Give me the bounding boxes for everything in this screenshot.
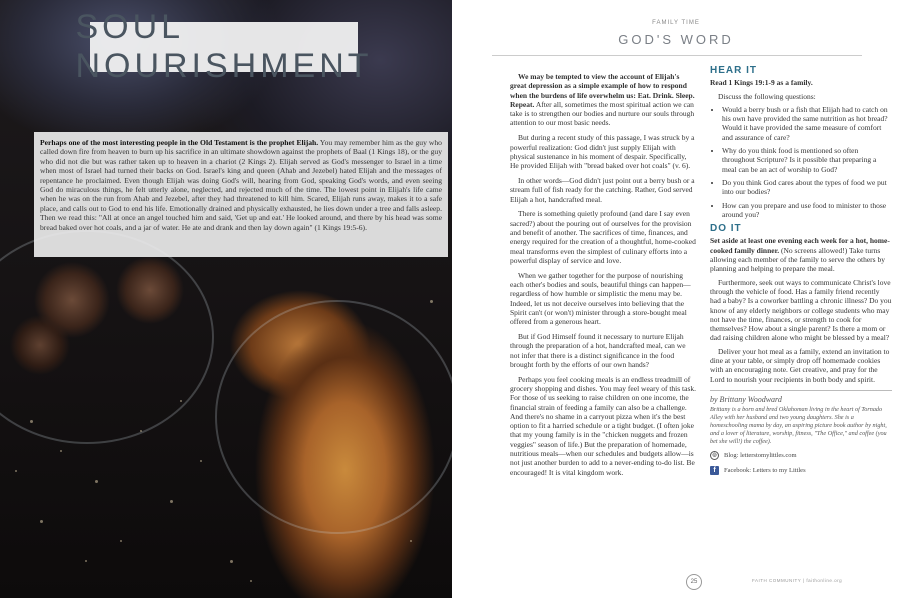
blog-link-text[interactable]: Blog: letterstomylittles.com <box>724 452 797 460</box>
article-paragraph: There is something quietly profound (and dare I say even sacred?) about the pouring out of ourselves for the provision and benefit of another. The sacrifices of time, finances, and energy required for the creation of a thoughtful, home-cooked meal transforms even the simplest of culinary efforts into a powerful display of service and love. <box>510 209 696 265</box>
section-kicker: FAMILY TIME <box>652 20 700 26</box>
hear-it-discuss: Discuss the following questions: <box>718 91 816 101</box>
blog-link[interactable] <box>710 451 892 460</box>
article-paragraph <box>510 72 696 128</box>
section-title: GOD'S WORD <box>618 32 734 47</box>
article-paragraph: In other words—God didn't just point out a berry bush or a stream full of fish ready for the catching. Rather, God served Elijah a hot, handcrafted meal. <box>510 175 695 204</box>
globe-icon: ◎ <box>710 451 719 460</box>
article-lead: We may be tempted to view the account of Elijah's great depression as a simple example of how to respond when the burdens of life overwhelm us: Eat. Drink. Sleep. Repeat. <box>510 72 695 109</box>
author-divider <box>710 390 892 391</box>
article-paragraph: But during a recent study of this passage, I was struck by a powerful realization: God didn't just supply Elijah with physical sustenance in his moment of despair. Specifically, He provided Elijah with "bread baked over hot coals" (v. 6). <box>510 133 695 171</box>
author-byline: by Brittany Woodward <box>710 394 782 404</box>
question-item: • Would a berry bush or a fish that Elijah had to catch on his own have provided the same nutrition as hot bread? Would it have provided the same measure of comfort and assurance of care? <box>722 105 892 142</box>
intro-lead: Perhaps one of the most interesting people in the Old Testament is the prophet Elijah. <box>40 138 319 147</box>
intro-body: You may remember him as the guy who called down fire from heaven to burn up his sacrifice in an ultimate showdown against the prophets of Baal (1 Kings 18), or the guy who did not die but was rather taken up to heaven in a chariot (2 Kings 2). Elijah served as God's messenger to Israel in a time when most of Israel had turned their backs on God. Israel's king and queen (Ahab and Jezebel) hated Elijah and the messages of repentance he proclaimed. Even though Elijah was doing God's will, hearing from God, speaking God's words, and even seeing God do miraculous things, he felt utterly alone, neglected, and rejected much of the time. The lowest point in Elijah's life came when he was on the run from Ahab and Jezebel, after they had threatened to kill him. Scared, Elijah runs away, makes it to a safe place, and calls out to God to end his life. Emotionally drained and physically exhausted, he lies down under a tree and falls asleep. Then we read this: "All at once an angel touched him and said, 'Get up and eat.' He looked around, and there by his head was some bread baked over hot coals, and a jar of water. He ate and drank and then lay down again" (1 Kings 19:5-6). <box>40 138 442 232</box>
article-paragraph: Perhaps you feel cooking meals is an endless treadmill of grocery shopping and dishes. You may feel weary of this task. For those of us seeking to raise children on one income, the financial strain of feeding a family can also be a challenge. And there's no shame in a carryout pizza when it's the best option to fit a harried schedule or a tight budget. (I often joke that my young family is in the "chicken nuggets and frozen veggies" season of life.) But the preparation of homemade, nutritious meals—when our schedules and budgets allow—is not just another burden to add to a never-ending to-do list. Be encouraged! It is vital kingdom work. <box>510 374 697 477</box>
sidebar-column <box>710 66 892 480</box>
article-column <box>510 72 696 482</box>
header-divider <box>492 55 862 56</box>
article-paragraph: But if God Himself found it necessary to nurture Elijah through the preparation of a hot, handcrafted meal, can we not infer that there is a distinct significance in the food brought forth by the efforts of our own hands? <box>510 331 686 369</box>
facebook-link-text[interactable]: Facebook: Letters to my Littles <box>724 466 806 474</box>
page-number: 25 <box>686 574 702 590</box>
question-item: • Do you think God cares about the types of food we put into our bodies? <box>722 178 892 197</box>
author-bio: Brittany is a born and bred Oklahoman living in the heart of Tornado Alley with her husband and two young daughters. She is a homeschooling mama by day, an aspiring picture book author by night, and a lover of literature, worship, fitness, "The Office," and coffee (you bet she will!) the coffee). <box>710 406 887 446</box>
page-title: SOUL NOURISHMENT <box>75 8 373 85</box>
do-it-heading: DO IT <box>710 223 742 235</box>
facebook-icon: f <box>710 466 719 475</box>
article-lead-rest: After all, sometimes the most spiritual action we can take is to strengthen our bodies and nurture our souls through attention to our most basic needs. <box>510 99 695 128</box>
facebook-link[interactable] <box>710 466 892 475</box>
do-it-paragraph: Furthermore, seek out ways to communicate Christ's love through the vehicle of food. Has a family friend recently had a baby? Is a coworker battling a chronic illness? Do you know of any elderly neighbors or college students who may not have the time, finances, or strength to cook for themselves? How about a single parent? Is there a mom or dad raising children alone who might be blessed by a meal? <box>710 277 892 343</box>
page-footer: FAITH COMMUNITY | faithonline.org <box>752 578 843 583</box>
do-it-lead: Set aside at least one evening each week for a hot, home-cooked family dinner. (No screens allowed!) Take turns allowing each member of the family to serve the others by planning and helping to prepare the meal. <box>710 236 890 274</box>
question-list <box>710 105 892 219</box>
question-item: • How can you prepare and use food to minister to those around you? <box>722 201 892 220</box>
question-item: • Why do you think food is mentioned so often throughout Scripture? Is it possible that preparing a meal can be an act of worship to God? <box>722 146 892 174</box>
hear-it-heading: HEAR IT <box>710 65 757 76</box>
intro-text-box <box>34 132 448 257</box>
title-box <box>75 8 373 85</box>
text-page <box>452 0 900 598</box>
do-it-paragraph: Deliver your hot meal as a family, extend an invitation to dine at your table, or simply drop off homemade cookies with an encouraging note. Get creative, and pray for the Lord to nourish your recipients in both body and spirit. <box>710 346 890 384</box>
plate-rim <box>215 300 452 534</box>
plate-rim <box>0 230 214 444</box>
hear-it-read: Read 1 Kings 19:1-9 as a family. <box>710 78 813 88</box>
article-paragraph: When we gather together for the purpose of nourishing each other's bodies and souls, beautiful things can happen—regardless of how humble or simplistic the menu may be. Indeed, let us not deceive ourselves into believing that the Spirit can't (or won't) minister through a store-bought meal offered from a generous heart. <box>510 270 691 327</box>
